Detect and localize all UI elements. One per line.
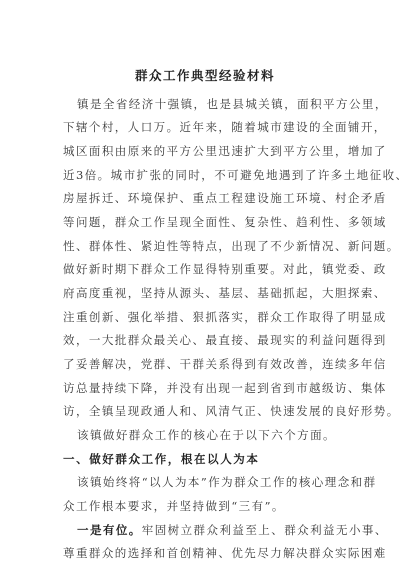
paragraph-line: 注重创新、强化举措、狠抓落实，群众工作取得了明显成 bbox=[63, 310, 387, 324]
paragraph-line: 做好新时期下群众工作显得特别重要。对此，镇党委、政 bbox=[63, 262, 387, 276]
paragraph-line: 城区面积由原来的平方公里迅速扩大到平方公里，增加了 bbox=[63, 144, 387, 158]
paragraph-line: 效，一大批群众最关心、最直接、最现实的利益问题得到 bbox=[63, 333, 387, 347]
section-heading: 一、做好群众工作，根在以人为本 bbox=[63, 452, 260, 466]
paragraph-line bbox=[77, 522, 388, 538]
paragraph-line: 等问题，群众工作呈现全面性、复杂性、趋利性、多领域 bbox=[63, 215, 387, 229]
paragraph-line: 下辖个村，人口万。近年来，随着城市建设的全面铺开， bbox=[63, 120, 387, 134]
paragraph-line: 近3倍。城市扩张的同时，不可避免地遇到了许多土地征收、 bbox=[63, 168, 409, 182]
paragraph-line: 了妥善解决，党群、干群关系得到有效改善，连续多年信 bbox=[63, 357, 387, 371]
paragraph-text: 牢固树立群众利益至上、群众利益无小事、 bbox=[141, 523, 388, 537]
paragraph-line: 该镇始终将“以人为本”作为群众工作的核心理念和群 bbox=[77, 475, 377, 489]
paragraph-line: 性、群体性、紧迫性等特点，出现了不少新情况、新问题。 bbox=[63, 239, 400, 253]
paragraph-line: 尊重群众的选择和首创精神、优先尽力解决群众实际困难 bbox=[63, 546, 387, 560]
paragraph-line: 镇是全省经济十强镇，也是县城关镇，面积平方公里， bbox=[77, 97, 388, 111]
paragraph-lead: 一是有位。 bbox=[77, 523, 142, 537]
paragraph-line: 该镇做好群众工作的核心在于以下六个方面。 bbox=[77, 428, 336, 442]
document-title: 群众工作典型经验材料 bbox=[134, 68, 275, 83]
paragraph-line: 访，全镇呈现政通人和、风清气正、快速发展的良好形势。 bbox=[63, 404, 400, 418]
paragraph-line: 众工作根本要求，并坚持做到“三有”。 bbox=[63, 499, 285, 513]
paragraph-line: 房屋拆迁、环境保护、重点工程建设施工环境、村企矛盾 bbox=[63, 191, 387, 205]
paragraph-line: 府高度重视，坚持从源头、基层、基础抓起，大胆探索、 bbox=[63, 286, 387, 300]
paragraph-line: 访总量持续下降，并没有出现一起到省到市越级访、集体 bbox=[63, 381, 387, 395]
